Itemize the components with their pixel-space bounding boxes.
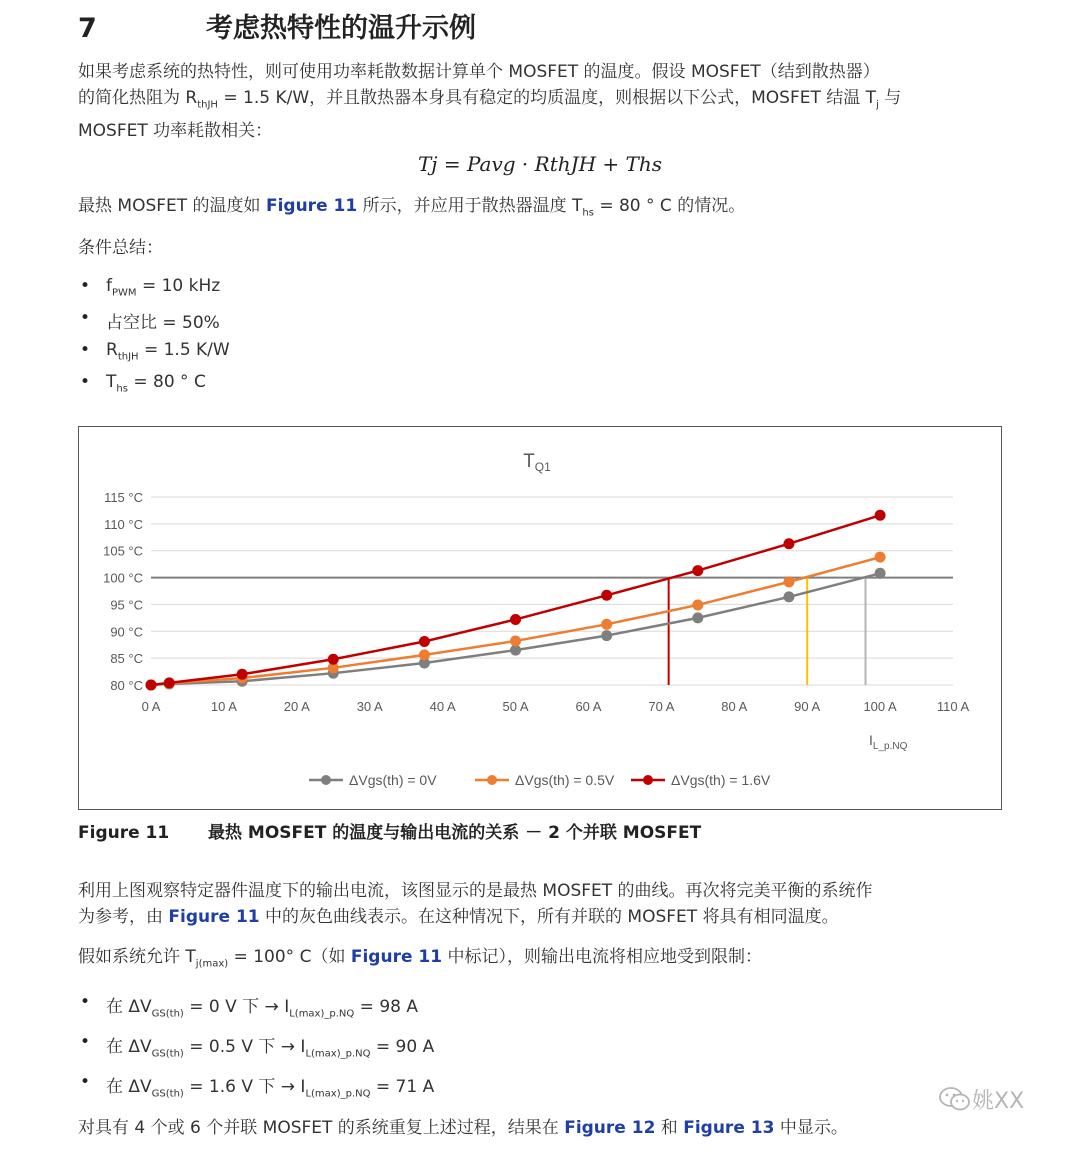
- x-tick-label: 70 A: [648, 699, 675, 714]
- limit-item: • 在 $\Delta V_{GS(th)} = 0$ V 下 → $I_{L(max)\_p.NQ} = 98$ A: [80, 992, 434, 1032]
- data-point: [692, 612, 703, 623]
- conditions-title: 条件总结：: [78, 238, 163, 258]
- figure-label: Figure 11: [78, 823, 170, 843]
- y-tick-label: 105 °C: [103, 543, 143, 559]
- x-tick-label: 30 A: [356, 699, 383, 714]
- x-tick-label: 80 A: [721, 699, 748, 714]
- figure-11-caption: [78, 818, 701, 843]
- section-title: 考虑热特性的温升示例: [206, 13, 476, 44]
- data-point: [601, 630, 612, 641]
- x-tick-label: 60 A: [575, 699, 602, 714]
- data-point: [875, 552, 886, 563]
- figure-11-link[interactable]: Figure 11: [350, 947, 443, 967]
- x-tick-label: 40 A: [429, 699, 456, 714]
- data-point: [419, 636, 430, 647]
- condition-item: • $R_{thJH} = 1.5$ K/W: [80, 340, 230, 372]
- data-point: [692, 599, 703, 610]
- x-axis-label: $I_{L\_p.NQ}$: [869, 732, 908, 752]
- wechat-icon: [938, 1086, 972, 1118]
- x-tick-label: 100 A: [863, 699, 897, 714]
- chart-title: $T_{Q1}$: [523, 451, 551, 474]
- condition-item: • $f_{PWM} = 10$ kHz: [80, 276, 230, 308]
- footer-paragraph: 对具有 4 个或 6 个并联 MOSFET 的系统重复上述过程，结果在 Figure 12 和 Figure 13 中显示。: [78, 1118, 848, 1138]
- intro-paragraph: [78, 59, 901, 144]
- watermark: [938, 1084, 1024, 1118]
- condition-item: • 占空比 = 50%: [80, 308, 230, 340]
- data-point: [328, 654, 339, 665]
- usage-paragraph: 利用上图观察特定器件温度下的输出电流，该图显示的是最热 MOSFET 的曲线。再次将完美平衡的系统作 为参考，由 Figure 11 中的灰色曲线表示。在这种情况下，所有并联的 MOSFET 将具有相同温度。: [78, 881, 873, 927]
- y-tick-label: 110 °C: [104, 516, 143, 532]
- data-point: [783, 591, 794, 602]
- y-tick-label: 100 °C: [103, 570, 143, 586]
- legend-swatch-marker: [487, 775, 497, 785]
- data-point: [146, 680, 157, 691]
- x-tick-label: 90 A: [794, 699, 821, 714]
- y-tick-label: 80 °C: [110, 678, 143, 693]
- legend-swatch-marker: [643, 775, 653, 785]
- figure-11-link[interactable]: Figure 11: [265, 196, 358, 216]
- data-point: [783, 538, 794, 549]
- x-tick-label: 20 A: [283, 699, 310, 714]
- assume-paragraph: 假如系统允许 $T_{j(max)} = 100^\circ$ C（如 Figure 11 中标记），则输出电流将相应地受到限制：: [78, 947, 762, 970]
- legend-label: ΔVgs(th) = 0V: [349, 772, 437, 788]
- y-tick-label: 90 °C: [110, 624, 143, 640]
- data-point: [692, 565, 703, 576]
- figure-11-frame: [78, 426, 1002, 810]
- watermark-text: 姚XX: [972, 1089, 1025, 1114]
- series-line: [151, 573, 880, 685]
- limit-item: • 在 $\Delta V_{GS(th)} = 1.6$ V 下 → $I_{L(max)\_p.NQ} = 71$ A: [80, 1072, 434, 1112]
- intro-line-2: 的简化热阻为 $R_{thJH} = 1.5$ K/W，并且散热器本身具有稳定的均质温度，则根据以下公式，MOSFET 结温 $T_j$ 与: [78, 88, 902, 111]
- hottest-mosfet-paragraph: 最热 MOSFET 的温度如 Figure 11 所示，并应用于散热器温度 $T_{hs} = 80$ ° C 的情况。: [78, 196, 746, 219]
- section-heading: [78, 6, 476, 45]
- x-tick-label: 110 A: [936, 699, 970, 714]
- current-limits-list: [80, 992, 434, 1112]
- data-point: [419, 649, 430, 660]
- limit-item: • 在 $\Delta V_{GS(th)} = 0.5$ V 下 → $I_{L(max)\_p.NQ} = 90$ A: [80, 1032, 434, 1072]
- section-number: 7: [78, 13, 97, 44]
- y-tick-label: 85 °C: [110, 651, 143, 667]
- x-tick-label: 10 A: [210, 699, 237, 714]
- condition-item: • $T_{hs} = 80$ ° C: [80, 372, 230, 404]
- x-tick-label: 50 A: [502, 699, 529, 714]
- figure-11-link[interactable]: Figure 11: [168, 907, 260, 927]
- intro-line-3: MOSFET 功率耗散相关：: [78, 121, 273, 142]
- figure-caption-text: 最热 MOSFET 的温度与输出电流的关系 － 2 个并联 MOSFET: [208, 823, 702, 843]
- temperature-chart: [79, 427, 1001, 809]
- data-point: [237, 669, 248, 680]
- x-tick-label: 0 A: [141, 699, 161, 714]
- data-point: [875, 568, 886, 579]
- data-point: [164, 677, 175, 688]
- data-point: [510, 635, 521, 646]
- data-point: [601, 619, 612, 630]
- figure-13-link[interactable]: Figure 13: [683, 1118, 775, 1138]
- y-tick-label: 95 °C: [110, 597, 143, 613]
- legend-label: ΔVgs(th) = 1.6V: [671, 772, 771, 788]
- data-point: [601, 590, 612, 601]
- legend-label: ΔVgs(th) = 0.5V: [515, 772, 615, 788]
- data-point: [875, 510, 886, 521]
- conditions-list: [80, 276, 230, 404]
- temperature-formula: Tj = Pavg · RthJH + Ths: [417, 152, 663, 176]
- legend-swatch-marker: [321, 775, 331, 785]
- y-tick-label: 115 °C: [104, 490, 143, 505]
- data-point: [783, 576, 794, 587]
- intro-line-1: 如果考虑系统的热特性，则可使用功率耗散数据计算单个 MOSFET 的温度。假设 MOSFET（结到散热器）: [78, 62, 880, 82]
- figure-12-link[interactable]: Figure 12: [564, 1118, 656, 1138]
- data-point: [510, 614, 521, 625]
